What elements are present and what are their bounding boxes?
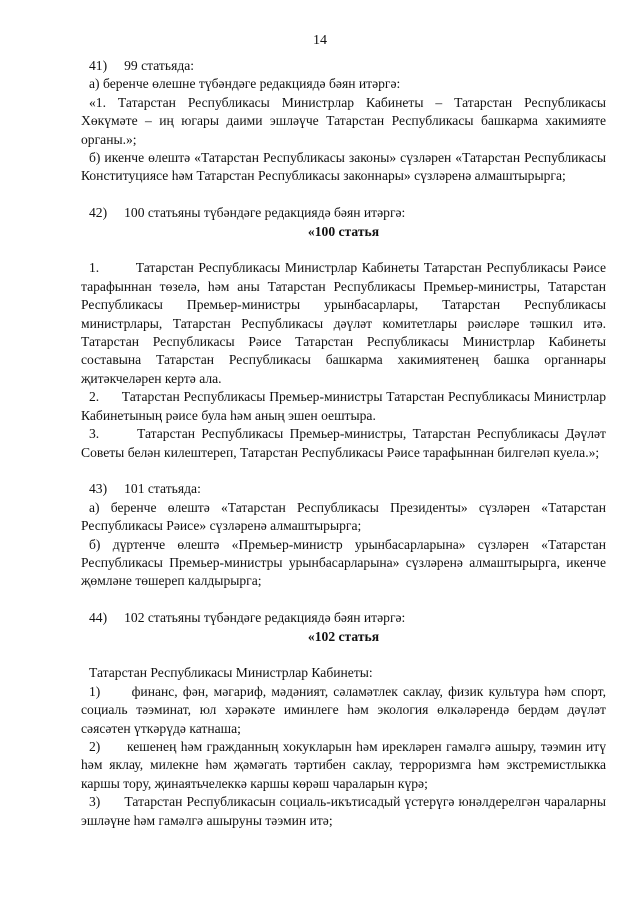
quoted-text: «1. Татарстан Республикасы Министрлар Кабинеты – Татарстан Республикасы Хөкүмәте – иң югары даими эшләүче Татарстан Республикасы башкарма хакимияте органы.»;	[81, 94, 606, 147]
clause-2: 2) кешенең һәм гражданның хокукларын һәм ирекләрен гамәлгә ашыру, тәэмин итү һәм яклау, милекне һәм җәмәгать тәртибен саклау, терроризмга һәм экстремистлыкка каршы тору, җинаятьчелеккә каршы көрәш чараларын күрә;	[81, 738, 606, 791]
item-44: 44) 102 статьяны түбәндәге редакциядә бәян итәргә:	[89, 610, 406, 626]
clause-1: 1) финанс, фән, мәгариф, мәдәният, сәламәтлек саклау, физик культура һәм спорт, социаль тәэминат, юл хәрәкәте иминлеге һәм экология өлкәләрендә бердәм дәүләт сәясәтен үткәрүдә катнаша;	[81, 683, 606, 736]
item-43: 43) 101 статьяда:	[89, 481, 201, 497]
item-42: 42) 100 статьяны түбәндәге редакциядә бәян итәргә:	[89, 205, 406, 221]
clause-3: 3. Татарстан Республикасы Премьер-министры, Татарстан Республикасы Дәүләт Советы белән килештереп, Татарстан Республикасы Рәисе тарафыннан билгеләп куела.»;	[81, 426, 606, 460]
page-number: 14	[313, 33, 327, 48]
clause-2: 2. Татарстан Республикасы Премьер-министры Татарстан Республикасы Министрлар Кабинетының рәисе була һәм аның эшен оештыра.	[81, 389, 606, 423]
subitem-a: а) беренче өлешне түбәндәге редакциядә бәян итәргә:	[89, 76, 401, 92]
item-41: 41) 99 статьяда:	[89, 58, 195, 73]
article-title-102: «102 статья	[307, 628, 380, 644]
document-body	[81, 57, 606, 830]
clause-3: 3) Татарстан Республикасын социаль-икътисадый үстерүгә юнәлдерелгән чараларны эшләүне һәм гамәлгә ашыруны тәэмин итә;	[81, 794, 606, 828]
clause-1: 1. Татарстан Республикасы Министрлар Кабинеты Татарстан Республикасы Рәисе тарафыннан төзелә, һәм аны Татарстан Республикасы Премьер-министры, Татарстан Республикасы Премьер-министры урынбасарлары, Татарстан Республикасы министрлары, Татарстан Республикасы дәүләт комитетлары рәисләре тәшкил итә. Татарстан Республикасы Рәисе Татарстан Республикасы Министрлар Кабинеты составына Татарстан Республикасы башкарма хакимиятенең башка органнары җитәкчеләрен кертә ала.	[81, 260, 606, 386]
subitem-a: а) беренче өлештә «Татарстан Республикасы Президенты» сүзләрен «Татарстан Республикасы Рәисе» сүзләренә алмаштырырга;	[81, 499, 606, 534]
article-title-100: «100 статья	[307, 223, 380, 239]
subitem-b: б) икенче өлештә «Татарстан Республикасы законы» сүзләрен «Татарстан Республикасы Конституциясе һәм Татарстан Республикасы законнары» сүзләренә алмаштырырга;	[81, 150, 606, 184]
subitem-b: б) дүртенче өлештә «Премьер-министр урынбасарларына» сүзләрен «Татарстан Республикасы Премьер-министры урынбасарларына» сүзләренә алмаштырырга, икенче җөмләне төшереп калдырырга;	[81, 536, 606, 589]
clause-intro: Татарстан Республикасы Министрлар Кабинеты:	[89, 665, 373, 681]
